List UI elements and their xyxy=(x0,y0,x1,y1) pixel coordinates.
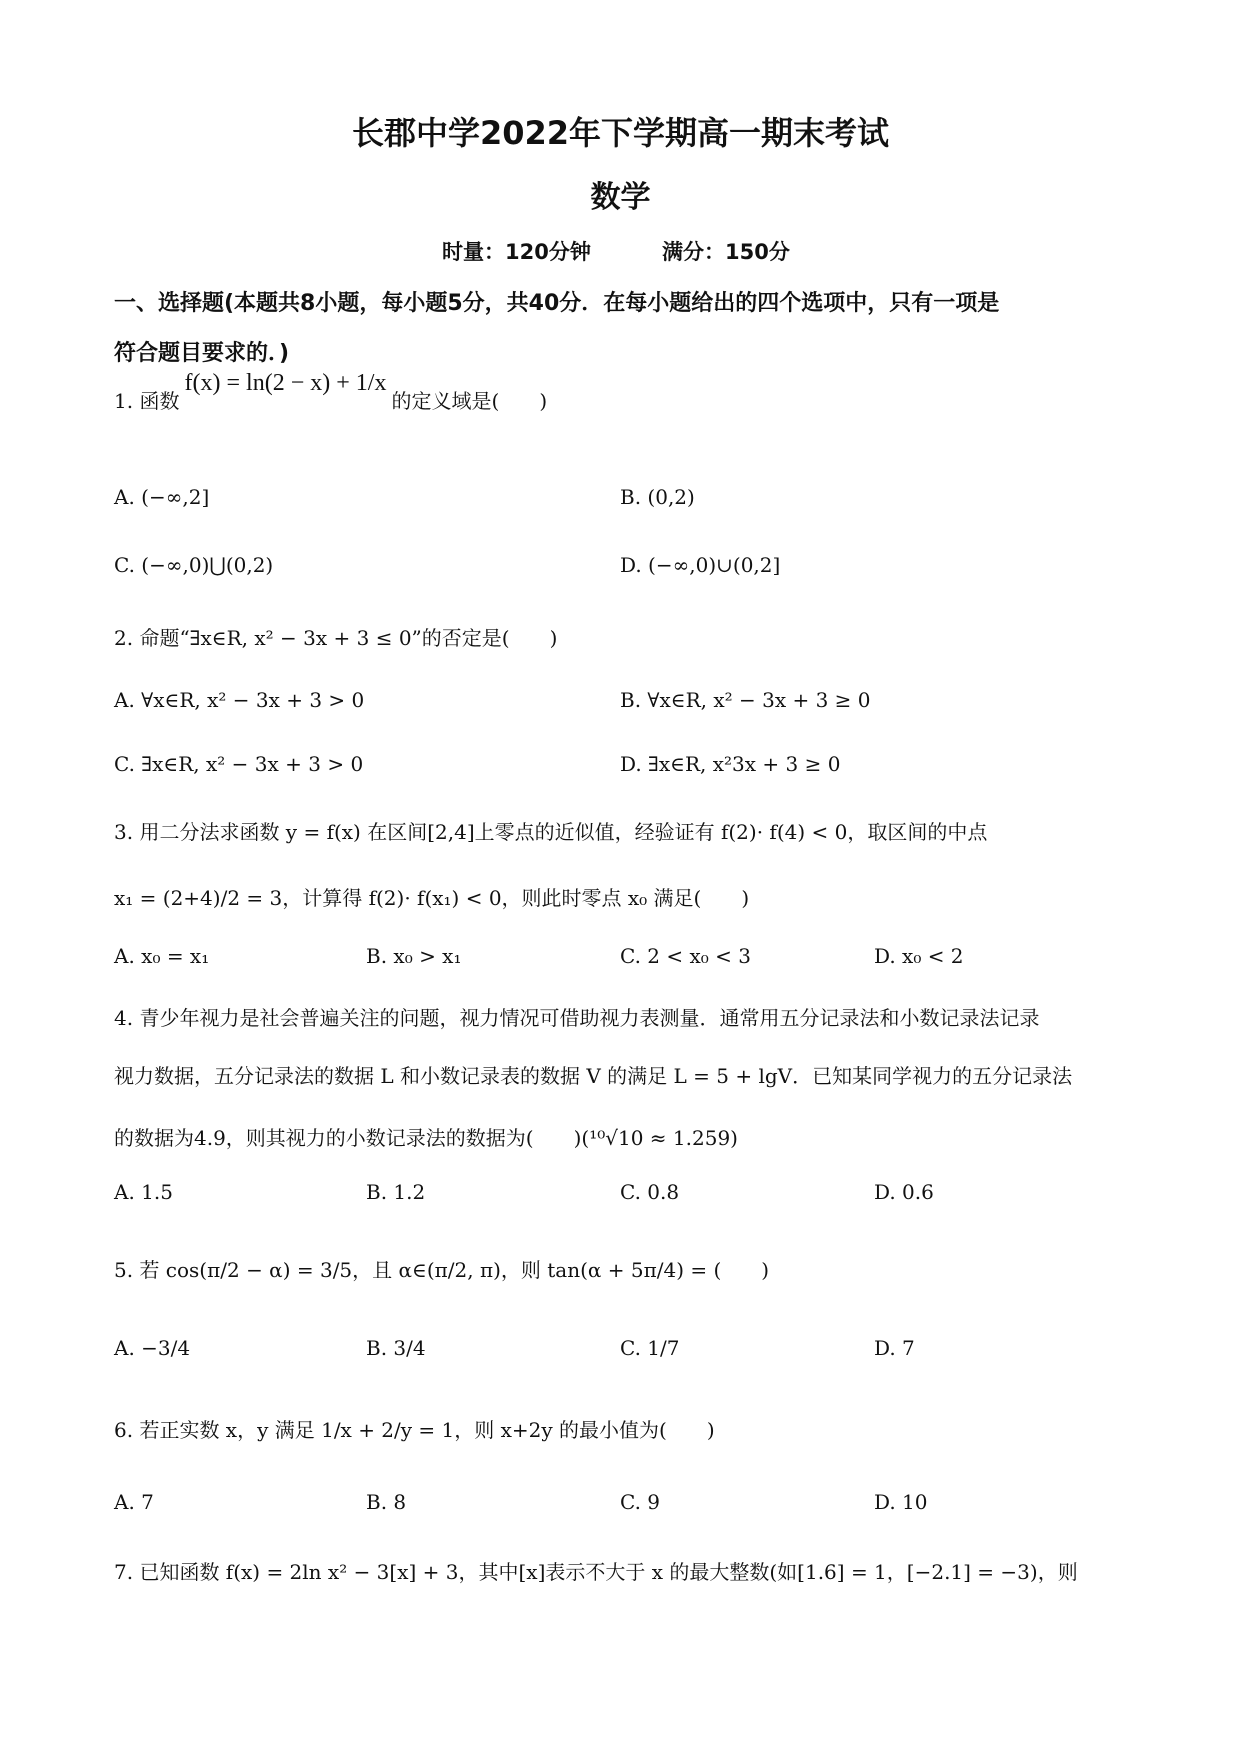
question-4-line1: 4. 青少年视力是社会普遍关注的问题，视力情况可借助视力表测量．通常用五分记录法和小数记录法记录 xyxy=(114,1006,1040,1030)
q4-option-c[interactable]: C. 0.8 xyxy=(620,1180,680,1204)
question-7: 7. 已知函数 f(x) = 2ln x² − 3[x] + 3，其中[x]表示不大于 x 的最大整数(如[1.6] = 1，[−2.1] = −3)，则 xyxy=(114,1560,1078,1584)
q5-option-c[interactable]: C. 1/7 xyxy=(620,1336,680,1360)
score-info: 满分：150分 xyxy=(662,240,790,264)
q3-option-a[interactable]: A. x₀ = x₁ xyxy=(114,944,210,968)
section-heading-line1: 一、选择题(本题共8小题，每小题5分，共40分．在每小题给出的四个选项中，只有一项是 xyxy=(114,291,1000,316)
q4-option-d[interactable]: D. 0.6 xyxy=(874,1180,934,1204)
q6-option-b[interactable]: B. 8 xyxy=(366,1490,407,1514)
q1-option-a[interactable]: A. (−∞,2] xyxy=(114,485,210,509)
question-6: 6. 若正实数 x，y 满足 1/x + 2/y = 1，则 x+2y 的最小值为( ) xyxy=(114,1418,715,1442)
q1-option-d[interactable]: D. (−∞,0)∪(0,2] xyxy=(620,553,781,577)
q6-option-d[interactable]: D. 10 xyxy=(874,1490,928,1514)
q1-formula: f(x) = ln(2 − x) + 1/x xyxy=(184,370,387,396)
q3-option-c[interactable]: C. 2 < x₀ < 3 xyxy=(620,944,751,968)
question-3-line1: 3. 用二分法求函数 y = f(x) 在区间[2,4]上零点的近似值，经验证有 f(2)· f(4) < 0，取区间的中点 xyxy=(114,820,988,844)
q2-option-d[interactable]: D. ∃x∈R, x²3x + 3 ≥ 0 xyxy=(620,752,841,776)
q6-option-a[interactable]: A. 7 xyxy=(114,1490,154,1514)
q6-option-c[interactable]: C. 9 xyxy=(620,1490,661,1514)
question-3-line2: x₁ = (2+4)/2 = 3，计算得 f(2)· f(x₁) < 0，则此时零点 x₀ 满足( ) xyxy=(114,886,750,910)
exam-title: 长郡中学2022年下学期高一期末考试 xyxy=(351,114,890,152)
question-4-line3: 的数据为4.9，则其视力的小数记录法的数据为( )(¹⁰√10 ≈ 1.259) xyxy=(114,1126,738,1150)
q1-option-c[interactable]: C. (−∞,0)⋃(0,2) xyxy=(114,553,274,577)
q5-option-d[interactable]: D. 7 xyxy=(874,1336,915,1360)
time-info: 时量：120分钟 xyxy=(442,240,591,264)
question-1: 1. 函数 f(x) = ln(2 − x) + 1/x 的定义域是( ) xyxy=(114,370,548,413)
q3-option-b[interactable]: B. x₀ > x₁ xyxy=(366,944,462,968)
question-2: 2. 命题“∃x∈R, x² − 3x + 3 ≤ 0”的否定是( ) xyxy=(114,626,558,650)
q5-option-a[interactable]: A. −3/4 xyxy=(114,1336,191,1360)
section-heading-line2: 符合题目要求的．) xyxy=(114,341,290,366)
q2-option-b[interactable]: B. ∀x∈R, x² − 3x + 3 ≥ 0 xyxy=(620,688,871,712)
q5-option-b[interactable]: B. 3/4 xyxy=(366,1336,426,1360)
q2-option-a[interactable]: A. ∀x∈R, x² − 3x + 3 > 0 xyxy=(114,688,365,712)
question-4-line2: 视力数据，五分记录法的数据 L 和小数记录表的数据 V 的满足 L = 5 + lgV．已知某同学视力的五分记录法 xyxy=(114,1064,1073,1088)
q3-option-d[interactable]: D. x₀ < 2 xyxy=(874,944,964,968)
subject-title: 数学 xyxy=(590,180,651,215)
q1-option-b[interactable]: B. (0,2) xyxy=(620,485,695,509)
q4-option-a[interactable]: A. 1.5 xyxy=(114,1180,173,1204)
q2-option-c[interactable]: C. ∃x∈R, x² − 3x + 3 > 0 xyxy=(114,752,364,776)
question-5: 5. 若 cos(π/2 − α) = 3/5，且 α∈(π/2, π)，则 tan(α + 5π/4) = ( ) xyxy=(114,1258,770,1282)
q4-option-b[interactable]: B. 1.2 xyxy=(366,1180,426,1204)
